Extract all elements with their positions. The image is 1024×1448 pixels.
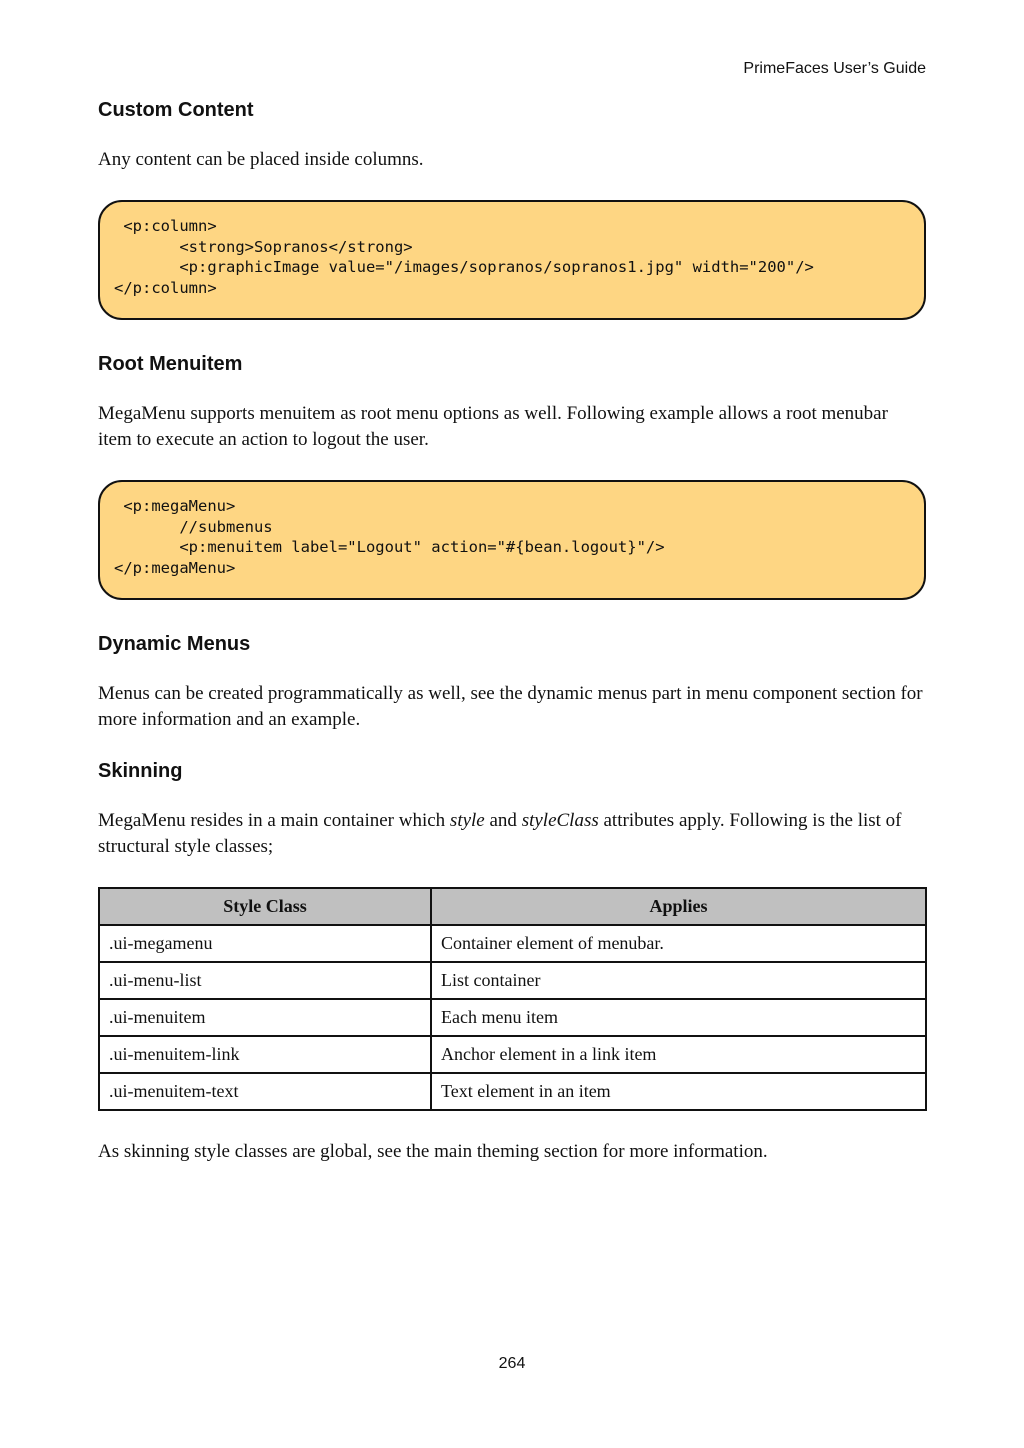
table-row — [99, 962, 926, 999]
page-number: 264 — [498, 1355, 526, 1372]
paragraph-skinning — [98, 808, 926, 860]
heading-skinning: Skinning — [98, 760, 183, 782]
skinning-text-2: and — [484, 810, 522, 831]
table-row — [99, 925, 926, 962]
table-cell-applies: Each menu item — [431, 999, 926, 1036]
table-header-applies: Applies — [431, 888, 926, 925]
paragraph-dynamic-menus: Menus can be created programmatically as well, see the dynamic menus part in menu component section for more information and an example. — [98, 683, 923, 730]
style-class-table — [98, 887, 927, 1111]
code-block-megamenu — [98, 480, 926, 600]
skinning-text-1: MegaMenu resides in a main container which — [98, 810, 450, 831]
table-cell-applies: Anchor element in a link item — [431, 1036, 926, 1073]
heading-custom-content: Custom Content — [98, 99, 254, 121]
skinning-styleclass-term: styleClass — [521, 810, 599, 831]
heading-dynamic-menus: Dynamic Menus — [98, 633, 251, 655]
table-row — [99, 999, 926, 1036]
table-cell-applies: Container element of menubar. — [431, 925, 926, 962]
table-cell-applies: List container — [431, 962, 926, 999]
table-cell-style-class: .ui-menuitem-text — [99, 1073, 431, 1110]
paragraph-closing: As skinning style classes are global, see the main theming section for more information. — [98, 1141, 768, 1162]
skinning-style-term: style — [449, 810, 485, 831]
table-row — [99, 1073, 926, 1110]
page-content — [98, 96, 926, 1165]
running-header: PrimeFaces User’s Guide — [743, 60, 926, 77]
table-cell-style-class: .ui-menuitem — [99, 999, 431, 1036]
paragraph-custom-content: Any content can be placed inside columns. — [98, 149, 424, 170]
table-header-style-class: Style Class — [99, 888, 431, 925]
table-cell-style-class: .ui-menu-list — [99, 962, 431, 999]
code-megamenu: <p:megaMenu> //submenus <p:menuitem label="Logout" action="#{bean.logout}"/> </p:megaMenu> — [114, 497, 665, 577]
table-header-row — [99, 888, 926, 925]
table-cell-style-class: .ui-menuitem-link — [99, 1036, 431, 1073]
paragraph-root-menuitem: MegaMenu supports menuitem as root menu options as well. Following example allows a root menubar item to execute an action to logout the user. — [98, 403, 888, 450]
skinning-text-3: attributes apply. Following is the list of structural style classes; — [98, 810, 902, 857]
code-column: <p:column> <strong>Sopranos</strong> <p:graphicImage value="/images/sopranos/sopranos1.jpg" width="200"/> </p:column> — [114, 217, 814, 297]
code-block-column — [98, 200, 926, 320]
table-cell-style-class: .ui-megamenu — [99, 925, 431, 962]
table-row — [99, 1036, 926, 1073]
table-cell-applies: Text element in an item — [431, 1073, 926, 1110]
heading-root-menuitem: Root Menuitem — [98, 353, 243, 375]
